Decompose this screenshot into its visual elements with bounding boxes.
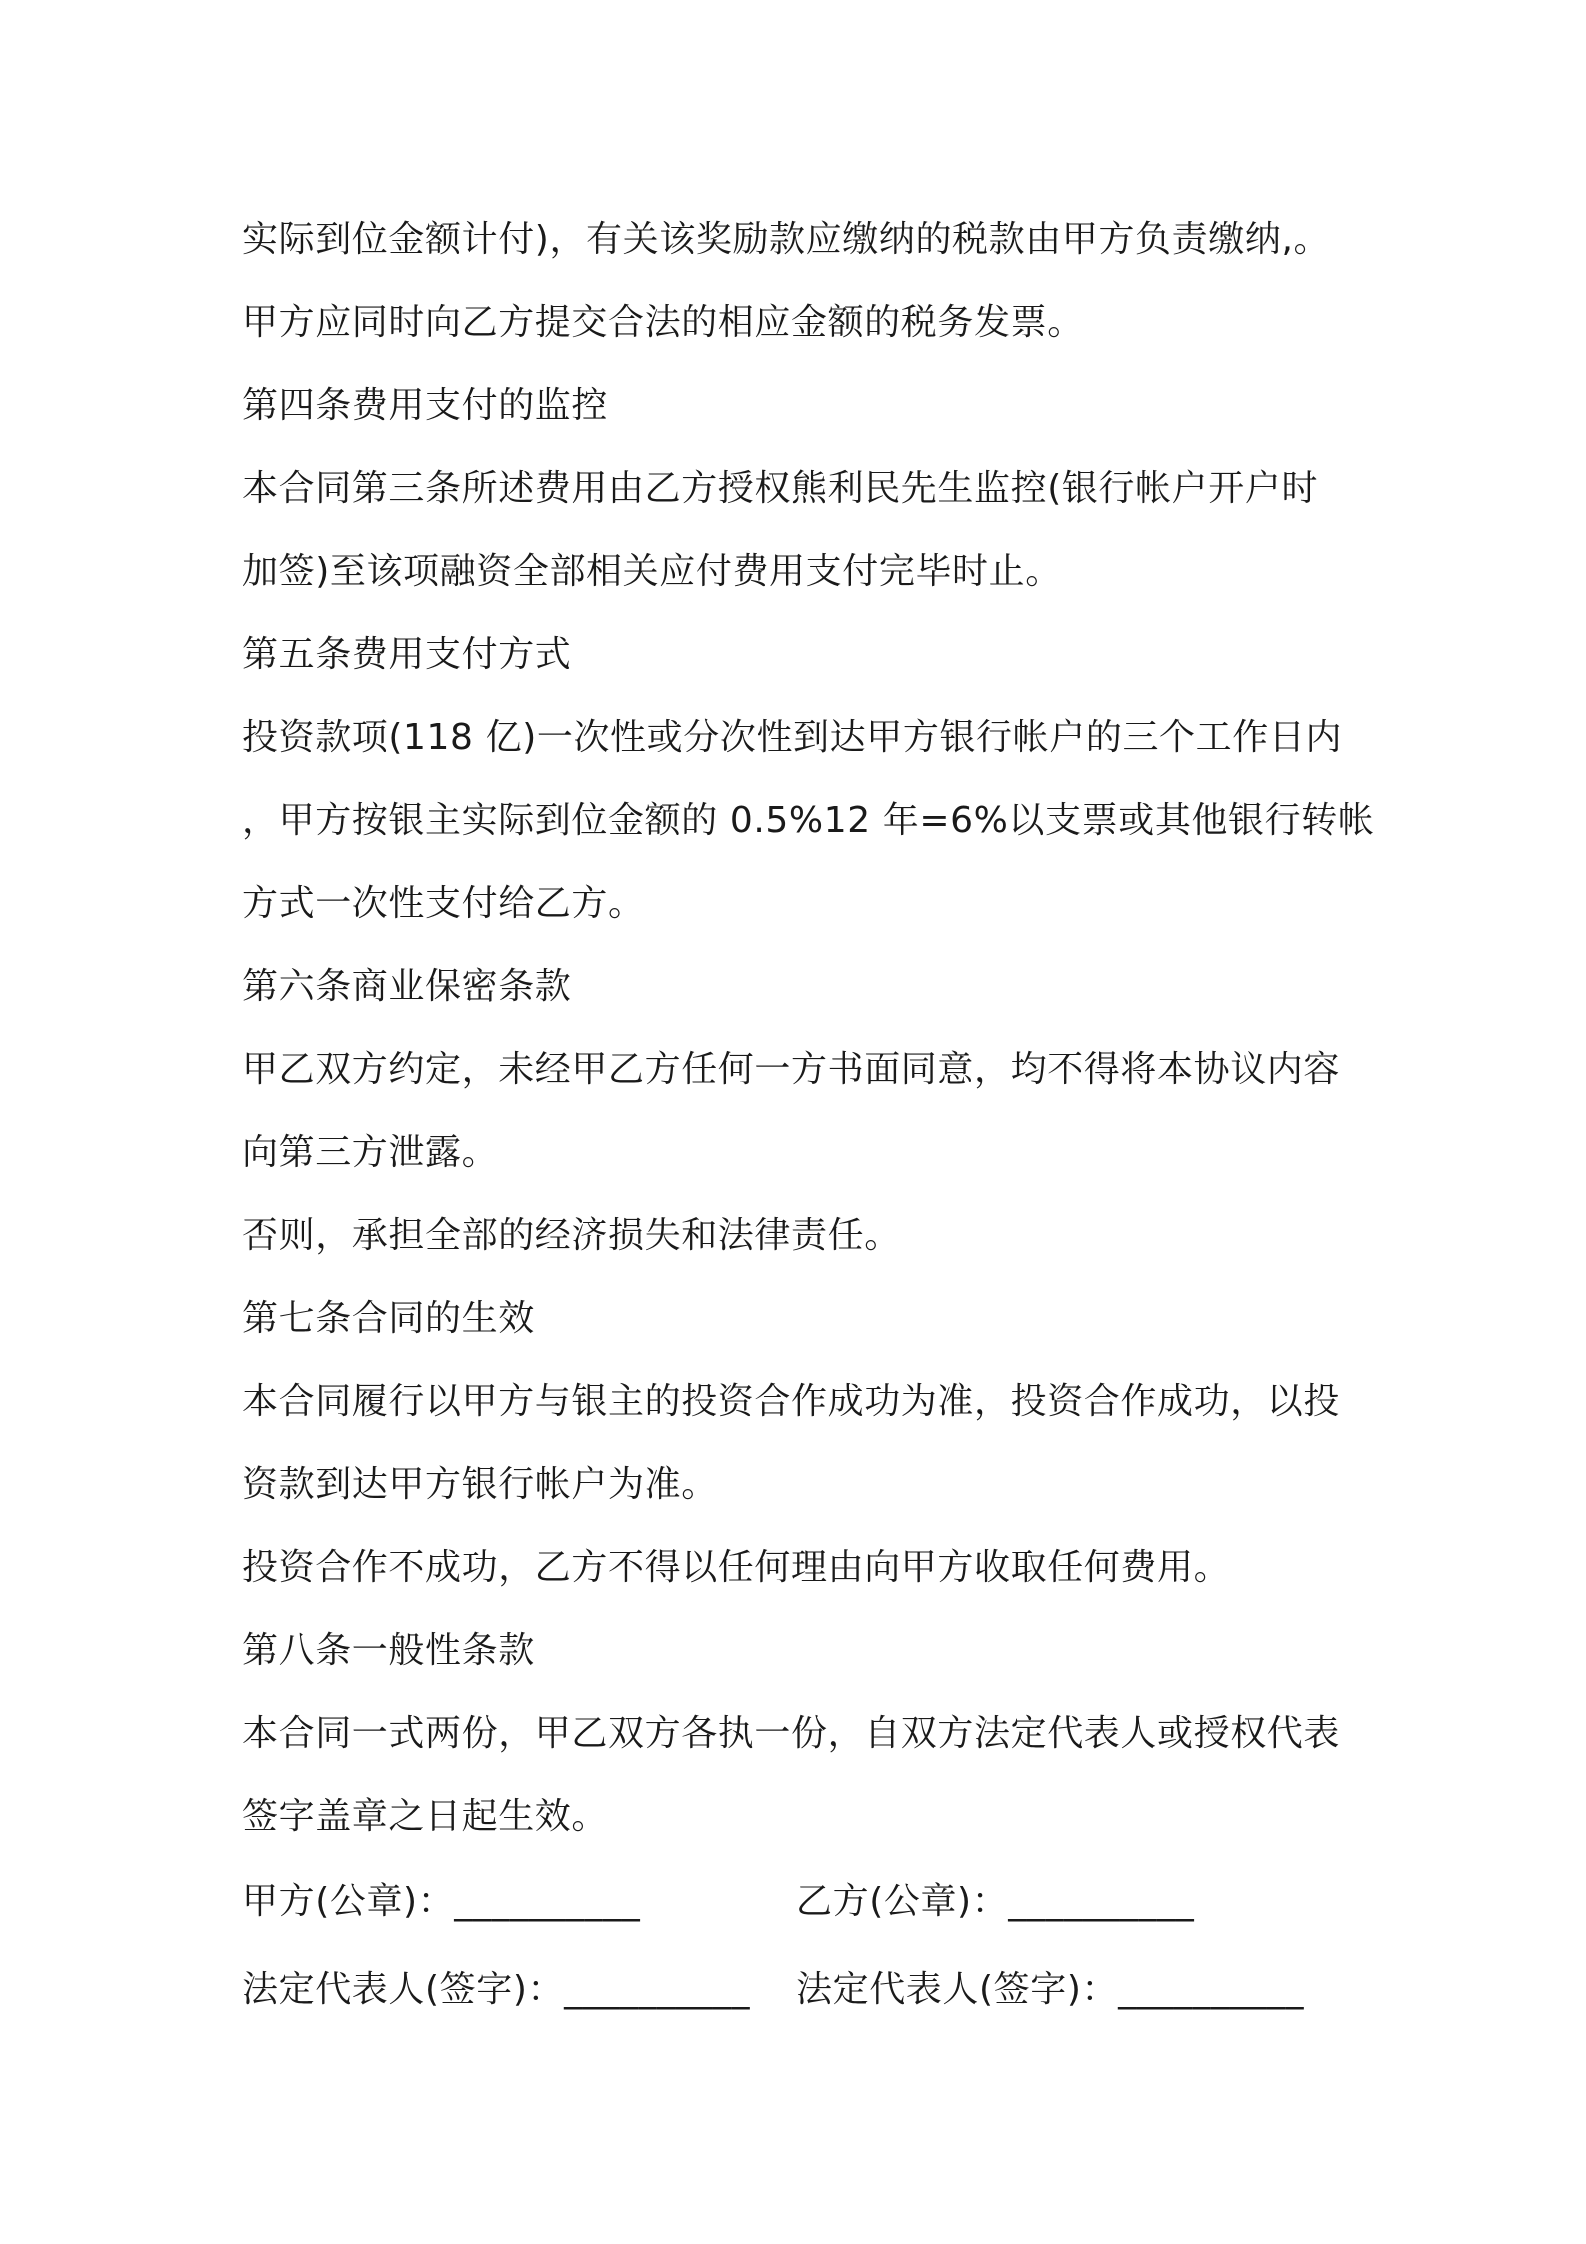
paragraph-line: ，甲方按银主实际到位金额的 0.5%12 年=6%以支票或其他银行转帐	[242, 800, 1375, 841]
paragraph-line: 本合同一式两份，甲乙双方各执一份，自双方法定代表人或授权代表	[242, 1713, 1341, 1754]
party-b-representative-field: 法定代表人(签字)：__________	[796, 1969, 1305, 2010]
section-heading: 第六条商业保密条款	[242, 966, 572, 1007]
party-a-seal-field: 甲方(公章)：__________	[242, 1881, 641, 1922]
party-a-representative-field: 法定代表人(签字)：__________	[242, 1969, 751, 2010]
paragraph-line: 投资款项(118 亿)一次性或分次性到达甲方银行帐户的三个工作日内	[242, 717, 1343, 758]
paragraph-line: 实际到位金额计付)，有关该奖励款应缴纳的税款由甲方负责缴纳,。	[242, 219, 1331, 260]
party-b-seal-field: 乙方(公章)：__________	[796, 1881, 1195, 1922]
paragraph-line: 签字盖章之日起生效。	[242, 1796, 609, 1837]
signature-row-seal	[242, 1858, 1362, 1946]
paragraph-line: 向第三方泄露。	[242, 1132, 499, 1173]
section-heading: 第五条费用支付方式	[242, 634, 572, 675]
paragraph-line: 投资合作不成功，乙方不得以任何理由向甲方收取任何费用。	[242, 1547, 1231, 1588]
signature-row-representative	[242, 1946, 1362, 2034]
paragraph-line: 本合同第三条所述费用由乙方授权熊利民先生监控(银行帐户开户时	[242, 468, 1319, 509]
section-heading: 第七条合同的生效	[242, 1298, 535, 1339]
paragraph-line: 甲乙双方约定，未经甲乙方任何一方书面同意，均不得将本协议内容	[242, 1049, 1341, 1090]
section-heading: 第四条费用支付的监控	[242, 385, 609, 426]
paragraph-line: 否则，承担全部的经济损失和法律责任。	[242, 1215, 901, 1256]
paragraph-line: 方式一次性支付给乙方。	[242, 883, 645, 924]
paragraph-line: 加签)至该项融资全部相关应付费用支付完毕时止。	[242, 551, 1062, 592]
paragraph-line: 甲方应同时向乙方提交合法的相应金额的税务发票。	[242, 302, 1084, 343]
section-heading: 第八条一般性条款	[242, 1630, 535, 1671]
paragraph-line: 本合同履行以甲方与银主的投资合作成功为准，投资合作成功，以投	[242, 1381, 1341, 1422]
document-body	[242, 198, 1375, 2034]
paragraph-line: 资款到达甲方银行帐户为准。	[242, 1464, 718, 1505]
